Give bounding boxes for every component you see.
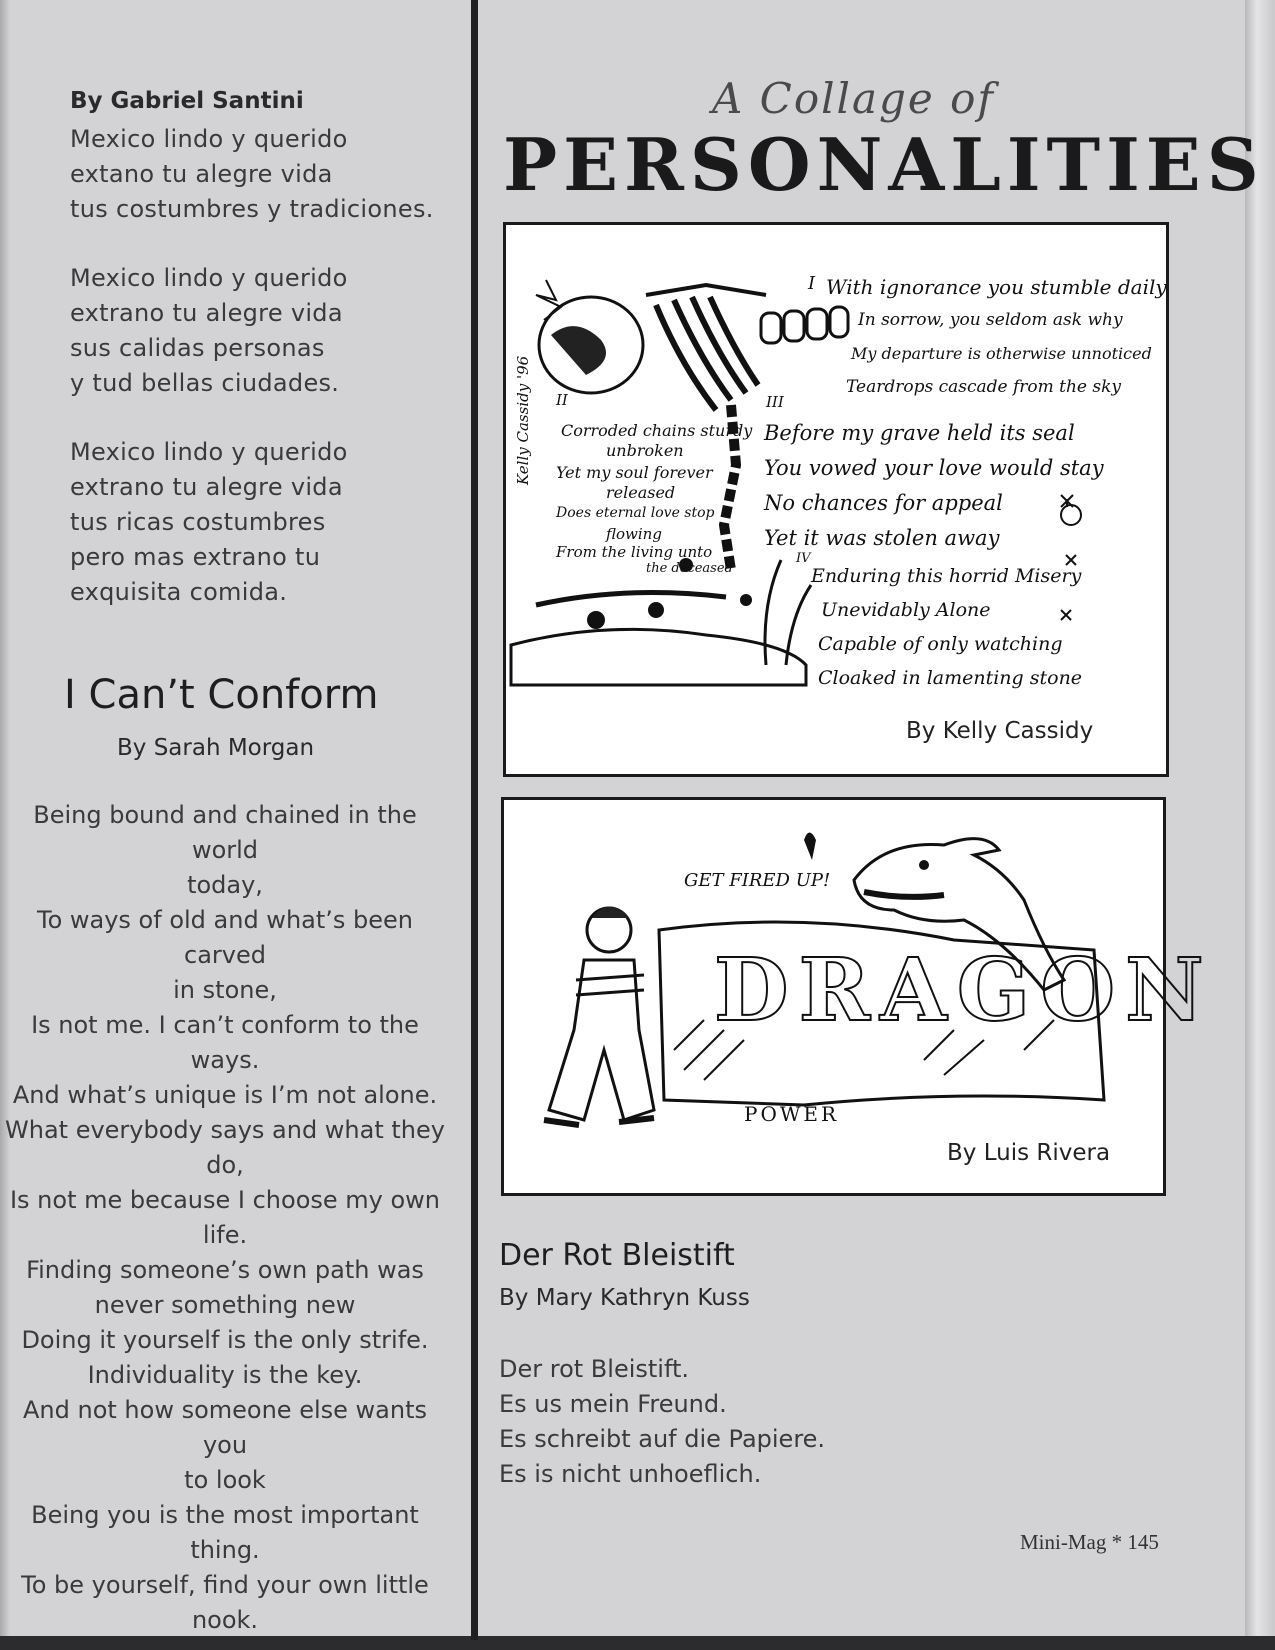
artwork-luis-rivera — [501, 797, 1214, 1196]
poem-line: life. — [202, 1221, 248, 1249]
skeleton-ribs — [656, 297, 758, 410]
roman-numeral: II — [556, 391, 568, 409]
poem-line: do, — [206, 1151, 244, 1179]
poem-line: Es schreibt auf die Papiere. — [499, 1425, 826, 1453]
poem-line: Being you is the most important — [31, 1501, 419, 1529]
conform-byline: By Sarah Morgan — [117, 735, 315, 761]
roman-numeral: IV — [796, 551, 811, 566]
poem-line: Is not me because I choose my own — [9, 1186, 441, 1214]
poem-line: never something new — [94, 1291, 356, 1319]
poem-line: Mexico lindo y querido — [70, 438, 348, 466]
vertebrae-row — [761, 307, 848, 343]
poem-line: thing. — [190, 1536, 260, 1564]
poem-line: Doing it yourself is the only strife. — [21, 1326, 429, 1354]
verse-line: Capable of only watching — [818, 633, 1063, 655]
poem-line: sus calidas personas — [70, 334, 325, 362]
verse-line: Teardrops cascade from the sky — [846, 377, 1122, 397]
poem-line: tus ricas costumbres — [70, 508, 326, 536]
verse-line: unbroken — [606, 441, 684, 460]
artwork-credit: By Kelly Cassidy — [906, 718, 1094, 744]
sparkle-icons — [1061, 495, 1081, 620]
der-title: Der Rot Bleistift — [499, 1238, 735, 1273]
verse-line: From the living unto — [556, 543, 713, 561]
dragon-word: DRAGON — [714, 940, 1214, 1041]
artwork-kelly-cassidy — [503, 222, 1169, 777]
dragon-mouth — [864, 892, 944, 897]
poem-line: Es us mein Freund. — [499, 1390, 727, 1418]
der-poem — [499, 1352, 825, 1492]
conform-title: I Can’t Conform — [64, 672, 379, 718]
poem-line: pero mas extrano tu — [70, 543, 321, 571]
mexico-byline: By Gabriel Santini — [70, 88, 304, 114]
poem-line: Individuality is the key. — [87, 1361, 363, 1389]
person-shoes — [544, 1118, 654, 1125]
conform-poem — [0, 798, 450, 1638]
poem-line: exquisita comida. — [70, 578, 288, 606]
page-number: Mini-Mag * 145 — [1020, 1530, 1159, 1554]
reed-shapes — [765, 560, 811, 665]
skeleton-collar — [646, 285, 766, 295]
artwork-credit: By Luis Rivera — [947, 1140, 1111, 1166]
page-bottom-edge — [0, 1636, 1275, 1650]
roman-numeral: III — [766, 393, 784, 411]
poem-line: ways. — [190, 1046, 260, 1074]
column-divider — [471, 0, 478, 1640]
poem-line: y tud bellas ciudades. — [70, 369, 340, 397]
verse-line: Before my grave held its seal — [764, 421, 1075, 445]
ground-shape — [511, 629, 806, 685]
poem-line: in stone, — [173, 976, 277, 1004]
poem-line: to look — [184, 1466, 266, 1494]
poem-line: And not how someone else wants you — [23, 1396, 427, 1459]
verse-line: Yet it was stolen away — [764, 526, 1000, 550]
der-byline: By Mary Kathryn Kuss — [499, 1285, 750, 1311]
stanza — [70, 122, 450, 227]
page-binding-shadow — [1245, 0, 1275, 1650]
poem-line: extano tu alegre vida — [70, 160, 333, 188]
stanza — [70, 435, 450, 610]
dragon-caption-bottom: POWER — [744, 1102, 840, 1126]
poem-line: Mexico lindo y querido — [70, 125, 348, 153]
dragon-caption-top: GET FIRED UP! — [684, 870, 831, 891]
stanza — [70, 261, 450, 401]
verse-line: Corroded chains sturdy — [561, 421, 753, 440]
poem-line: And what’s unique is I’m not alone. — [12, 1081, 438, 1109]
dragon-eye — [919, 860, 929, 870]
poem-line: extrano tu alegre vida — [70, 473, 343, 501]
verse-line: You vowed your love would stay — [764, 456, 1104, 480]
poem-line: Mexico lindo y querido — [70, 264, 348, 292]
collage-heading-small: A Collage of — [712, 74, 995, 123]
artist-signature: Kelly Cassidy '96 — [514, 355, 532, 485]
verse-line: flowing — [606, 525, 662, 543]
verse-line: No chances for appeal — [764, 491, 1003, 515]
globe-land — [551, 326, 606, 375]
person-body — [549, 960, 654, 1120]
poem-line: today, — [187, 871, 263, 899]
verse-line: Does eternal love stop — [556, 505, 715, 521]
poem-line: To be yourself, find your own little — [21, 1571, 429, 1599]
poem-line: To ways of old and what’s been carved — [36, 906, 414, 969]
poem-line: Being bound and chained in the world — [33, 801, 417, 864]
verse-line: In sorrow, you seldom ask why — [858, 310, 1123, 330]
branch-shape — [536, 593, 726, 606]
poem-line: tus costumbres y tradiciones. — [70, 195, 434, 223]
roman-numeral: I — [808, 273, 816, 294]
verse-line: Enduring this horrid Misery — [811, 565, 1082, 587]
star-icon — [536, 280, 561, 320]
verse-line: released — [606, 483, 676, 502]
verse-line: Cloaked in lamenting stone — [818, 667, 1083, 689]
collage-heading-big: PERSONALITIES — [503, 122, 1265, 207]
verse-line: Yet my soul forever — [556, 463, 713, 482]
poem-line: extrano tu alegre vida — [70, 299, 343, 327]
poem-line: nook. — [191, 1606, 259, 1634]
verse-line: the deceased — [646, 561, 733, 576]
poem-line: Is not me. I can’t conform to the — [31, 1011, 419, 1039]
poem-line: Der rot Bleistift. — [499, 1355, 690, 1383]
poem-line: Finding someone’s own path was — [26, 1256, 424, 1284]
mexico-poem — [70, 122, 450, 644]
verse-line: Unevidably Alone — [821, 599, 991, 621]
verse-line: With ignorance you stumble daily — [826, 275, 1167, 299]
poem-line: What everybody says and what they — [5, 1116, 445, 1144]
poem-line: Es is nicht unhoeflich. — [499, 1460, 762, 1488]
verse-line: My departure is otherwise unnoticed — [851, 344, 1152, 363]
torch-flame — [804, 833, 816, 861]
